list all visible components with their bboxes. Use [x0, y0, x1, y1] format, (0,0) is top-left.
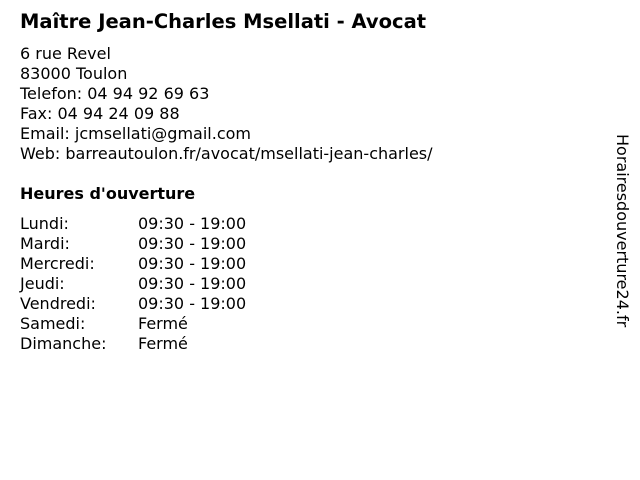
day-hours: 09:30 - 19:00 — [138, 294, 247, 313]
day-hours: 09:30 - 19:00 — [138, 254, 247, 273]
address-street: 6 rue Revel — [20, 44, 111, 63]
day-label: Mercredi: — [20, 254, 95, 273]
opening-hours-heading: Heures d'ouverture — [20, 184, 196, 203]
hours-row-sunday — [20, 334, 320, 354]
day-hours: 09:30 - 19:00 — [138, 274, 247, 293]
email-line: Email: jcmsellati@gmail.com — [20, 124, 251, 143]
day-label: Jeudi: — [20, 274, 65, 293]
day-label: Samedi: — [20, 314, 86, 333]
hours-row-tuesday — [20, 234, 320, 254]
day-hours: Fermé — [138, 334, 188, 353]
phone-line: Telefon: 04 94 92 69 63 — [20, 84, 210, 103]
address-city: 83000 Toulon — [20, 64, 128, 83]
day-label: Lundi: — [20, 214, 69, 233]
day-hours: Fermé — [138, 314, 188, 333]
hours-row-thursday — [20, 274, 320, 294]
business-title: Maître Jean-Charles Msellati - Avocat — [20, 10, 427, 33]
hours-row-saturday — [20, 314, 320, 334]
opening-hours-table — [20, 214, 320, 354]
day-label: Mardi: — [20, 234, 70, 253]
site-watermark: Horairesdouverture24.fr — [613, 134, 632, 328]
day-hours: 09:30 - 19:00 — [138, 234, 247, 253]
web-line: Web: barreautoulon.fr/avocat/msellati-jean-charles/ — [20, 144, 433, 163]
hours-row-monday — [20, 214, 320, 234]
fax-line: Fax: 04 94 24 09 88 — [20, 104, 180, 123]
day-hours: 09:30 - 19:00 — [138, 214, 247, 233]
day-label: Vendredi: — [20, 294, 96, 313]
hours-row-friday — [20, 294, 320, 314]
contact-block — [20, 44, 433, 164]
day-label: Dimanche: — [20, 334, 107, 353]
hours-row-wednesday — [20, 254, 320, 274]
